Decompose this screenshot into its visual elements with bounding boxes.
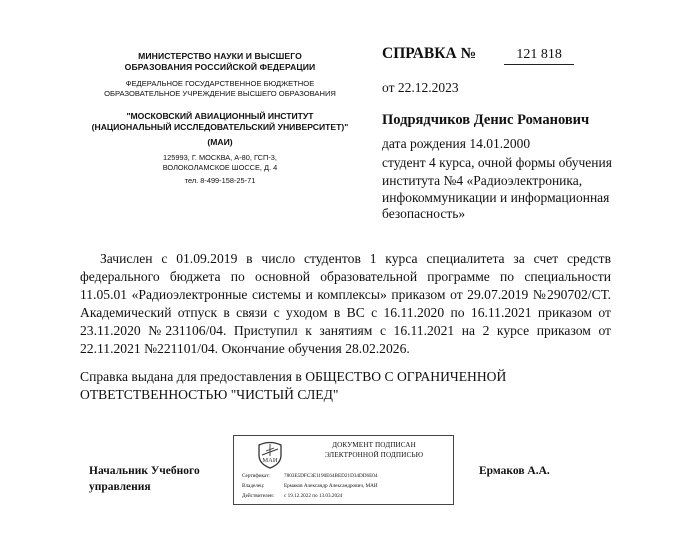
stamp-title: [294, 441, 454, 460]
university-abbreviation: (МАИ): [207, 137, 233, 147]
institution-type: [86, 79, 354, 99]
digital-signature-stamp: [233, 435, 454, 505]
university-name: [86, 111, 354, 133]
institute-info: института №4 «Радиоэлектроника, инфокоммуникации и информационная безопасность»: [382, 173, 610, 221]
student-name: Подрядчиков Денис Романович: [382, 112, 590, 128]
stamp-certificate-row: [242, 471, 378, 481]
stamp-owner-row: [242, 481, 378, 491]
university-name-line-1: "МОСКОВСКИЙ АВИАЦИОННЫЙ ИНСТИТУТ: [126, 111, 314, 121]
valid-value: с 19.12.2022 по 13.03.2024: [284, 493, 343, 499]
ministry-line-1: МИНИСТЕРСТВО НАУКИ И ВЫСШЕГО: [138, 51, 302, 61]
certificate-date: от 22.12.2023: [382, 80, 459, 95]
address-line-1: 125993, Г. МОСКВА, А-80, ГСП-3,: [163, 153, 277, 162]
organization-header: [86, 51, 354, 186]
mai-logo-icon: [256, 439, 284, 469]
university-name-line-2: (НАЦИОНАЛЬНЫЙ ИССЛЕДОВАТЕЛЬСКИЙ УНИВЕРСИТЕТ)": [91, 122, 349, 132]
study-info: студент 4 курса, очной формы обучения: [382, 154, 612, 170]
owner-value: Ермаков Александр Александрович, МАИ: [284, 483, 378, 489]
certificate-value: 7803E5DFC3E1190E64BED21D34DD6E04: [284, 473, 378, 479]
enrollment-paragraph: Зачислен с 01.09.2019 в число студентов 1 курса специалитета за счет средств федерального бюджета по основной образовательной программе по специальности 11.05.01 «Радиоэлектронные системы и комплексы» приказом от 29.07.2019 №290702/СТ. Академический отпуск в связи с уходом в ВС с 16.11.2020 по 16.11.2021 приказом от 23.11.2020 №231106/04. Приступил к занятиям с 16.11.2021 на 2 курсе приказом от 22.11.2021 №221101/04. Окончание обучения 28.02.2026.: [80, 251, 611, 356]
signer-name: Ермаков А.А.: [479, 465, 550, 477]
institution-type-line-2: ОБРАЗОВАТЕЛЬНОЕ УЧРЕЖДЕНИЕ ВЫСШЕГО ОБРАЗОВАНИЯ: [104, 89, 336, 98]
certificate-title: СПРАВКА №: [382, 45, 477, 62]
university-phone: тел. 8-499-158-25-71: [184, 176, 256, 185]
stamp-valid-row: [242, 491, 378, 501]
birth-date: дата рождения 14.01.2000: [382, 136, 531, 151]
ministry-line-2: ОБРАЗОВАНИЯ РОССИЙСКОЙ ФЕДЕРАЦИИ: [124, 62, 316, 72]
ministry-name: [86, 51, 354, 73]
stamp-title-line-1: ДОКУМЕНТ ПОДПИСАН: [332, 441, 416, 449]
issued-for: Справка выдана для предоставления в ОБЩЕСТВО С ОГРАНИЧЕННОЙ ОТВЕТСТВЕННОСТЬЮ "ЧИСТЫЙ СЛЕД": [80, 369, 507, 402]
university-address: [86, 153, 354, 172]
valid-label: Действителен:: [242, 493, 275, 499]
stamp-details: [242, 471, 378, 501]
student-info: [382, 136, 632, 223]
certificate-title-row: [382, 44, 632, 65]
stamp-title-line-2: ЭЛЕКТРОННОЙ ПОДПИСЬЮ: [324, 450, 424, 459]
owner-label: Владелец:: [242, 483, 265, 489]
mai-logo-text: МАИ: [262, 457, 278, 464]
address-line-2: ВОЛОКОЛАМСКОЕ ШОССЕ, Д. 4: [162, 162, 278, 172]
certificate-number: 121 818: [504, 46, 574, 65]
certificate-header: [382, 44, 632, 225]
certificate-label: Сертификат:: [242, 473, 270, 479]
signer-role: Начальник Учебного управления: [89, 465, 200, 493]
institution-type-line-1: ФЕДЕРАЛЬНОЕ ГОСУДАРСТВЕННОЕ БЮДЖЕТНОЕ: [125, 79, 315, 88]
